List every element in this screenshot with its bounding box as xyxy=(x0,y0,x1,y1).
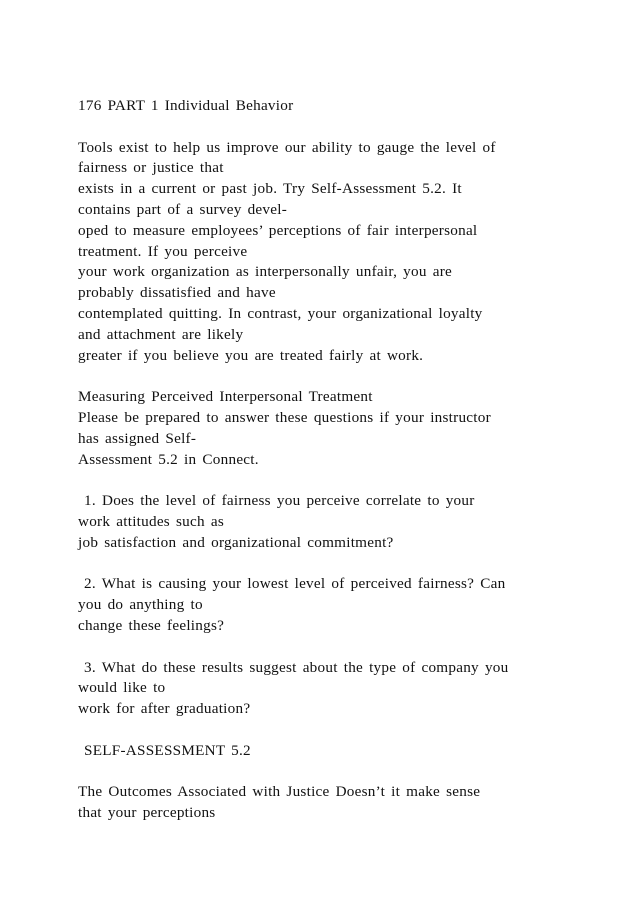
spacer xyxy=(78,762,618,783)
spacer xyxy=(78,366,618,387)
page-header: 176 PART 1 Individual Behavior xyxy=(78,97,294,114)
paragraph-line: exists in a current or past job. Try Self-Assessment 5.2. It xyxy=(78,180,462,198)
question-3 xyxy=(78,658,618,720)
paragraph-line: The Outcomes Associated with Justice Doesn’t it make sense xyxy=(78,783,481,801)
question-1 xyxy=(78,491,618,553)
paragraph-line: contemplated quitting. In contrast, your organizational loyalty xyxy=(78,304,483,322)
section-intro xyxy=(78,408,618,470)
question-2 xyxy=(78,574,618,636)
paragraph-line: treatment. If you perceive xyxy=(78,242,248,260)
question-line: change these feelings? xyxy=(78,616,225,634)
question-line: you do anything to xyxy=(78,596,203,614)
paragraph-line: Please be prepared to answer these questions if your instructor xyxy=(78,408,491,426)
question-line: job satisfaction and organizational commitment? xyxy=(78,533,394,551)
spacer xyxy=(78,470,618,491)
document-body xyxy=(78,96,618,824)
paragraph-line: your work organization as interpersonally unfair, you are xyxy=(78,263,453,281)
question-line: work for after graduation? xyxy=(78,700,251,718)
section-heading: Measuring Perceived Interpersonal Treatment xyxy=(78,388,373,406)
paragraph-line: has assigned Self- xyxy=(78,429,197,447)
paragraph-line: Tools exist to help us improve our ability to gauge the level of xyxy=(78,138,496,156)
question-line: work attitudes such as xyxy=(78,512,225,530)
paragraph-line: oped to measure employees’ perceptions of fair interpersonal xyxy=(78,221,478,239)
spacer xyxy=(78,720,618,741)
question-line: 1. Does the level of fairness you perceive correlate to your xyxy=(78,492,475,510)
paragraph-line: contains part of a survey devel- xyxy=(78,200,288,218)
paragraph-line: Assessment 5.2 in Connect. xyxy=(78,450,259,468)
self-assessment-label: SELF-ASSESSMENT 5.2 xyxy=(78,741,251,759)
paragraph-line: probably dissatisfied and have xyxy=(78,284,276,302)
paragraph-intro xyxy=(78,138,618,367)
question-line: 3. What do these results suggest about the type of company you xyxy=(78,658,509,676)
question-line: 2. What is causing your lowest level of perceived fairness? Can xyxy=(78,575,506,593)
question-line: would like to xyxy=(78,679,166,697)
paragraph-line: and attachment are likely xyxy=(78,325,244,343)
spacer xyxy=(78,637,618,658)
paragraph-line: fairness or justice that xyxy=(78,159,224,177)
spacer xyxy=(78,554,618,575)
spacer xyxy=(78,117,618,138)
closing-paragraph xyxy=(78,782,618,824)
paragraph-line: greater if you believe you are treated fairly at work. xyxy=(78,346,424,364)
paragraph-line: that your perceptions xyxy=(78,804,216,822)
